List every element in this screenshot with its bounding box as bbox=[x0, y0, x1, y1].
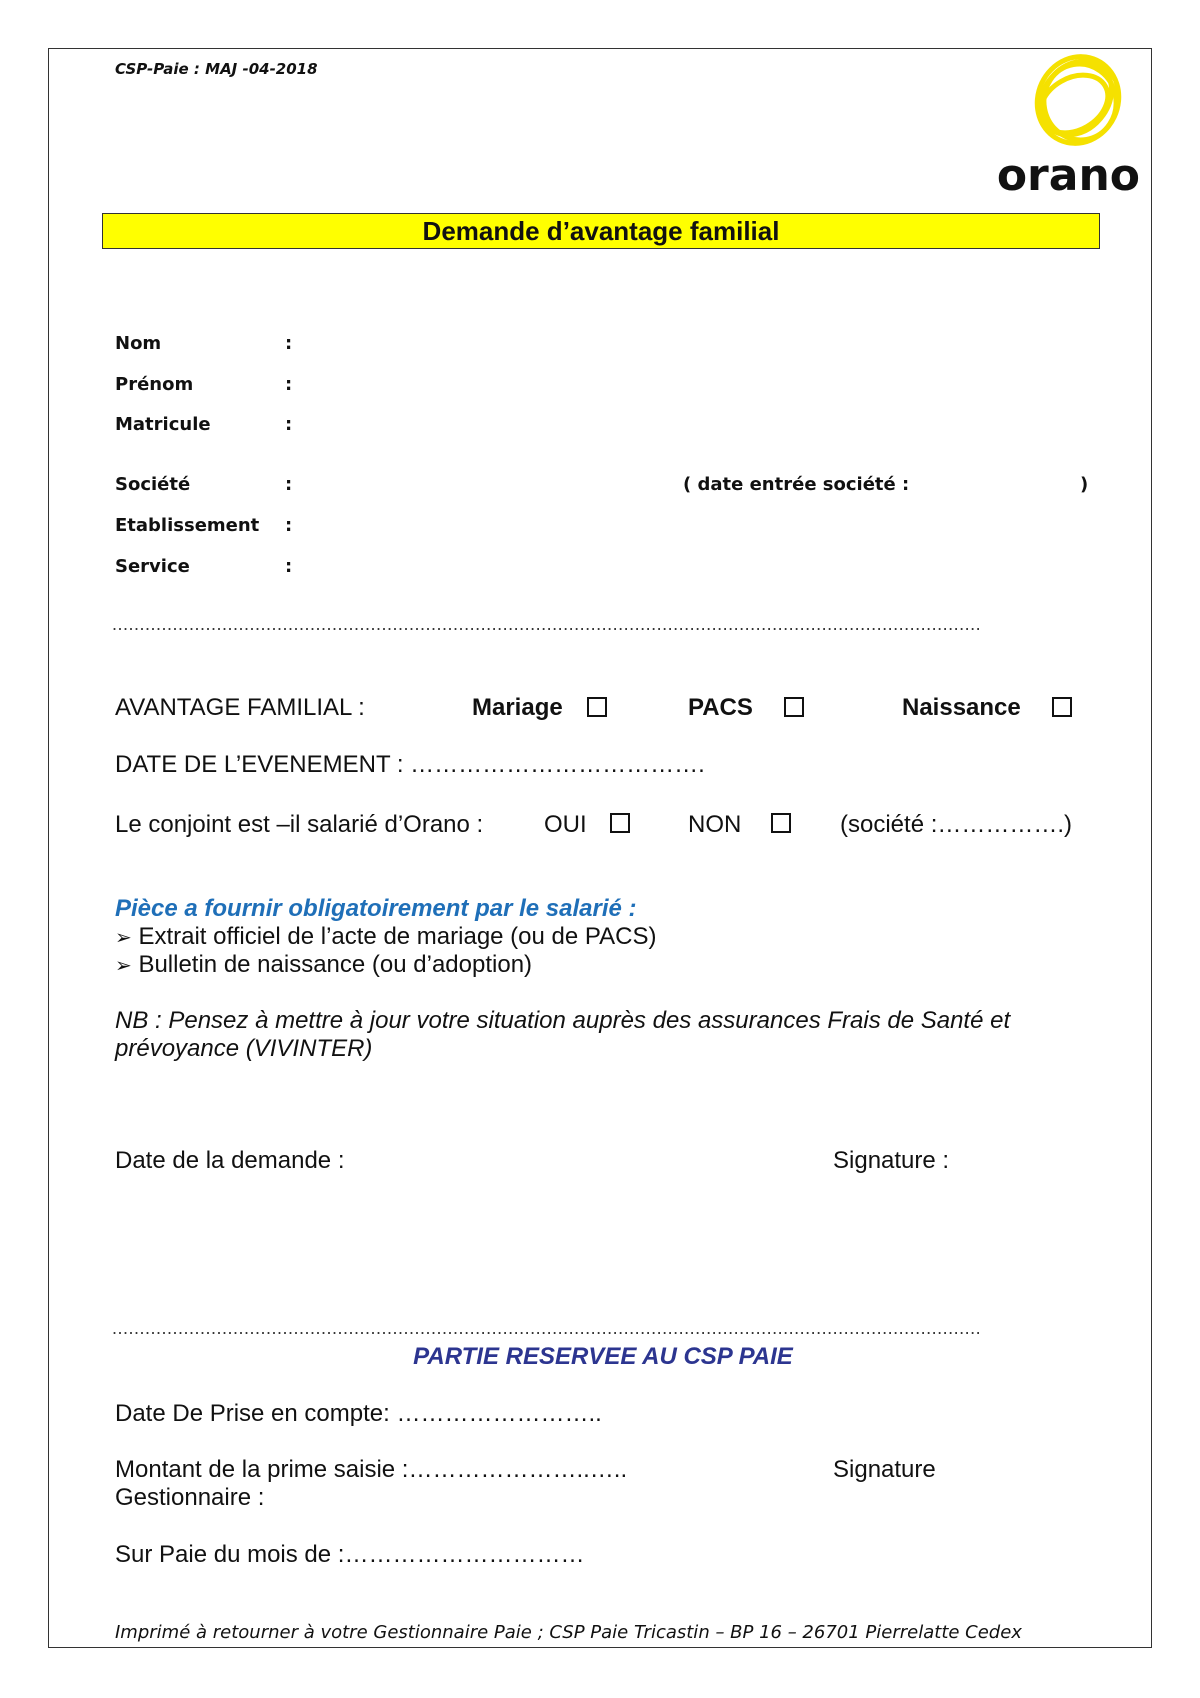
form-reference: CSP-Paie : MAJ -04-2018 bbox=[115, 60, 318, 78]
option-pacs-label: PACS bbox=[688, 694, 753, 721]
pacs-checkbox[interactable] bbox=[784, 697, 804, 717]
nb-line-1: NB : Pensez à mettre à jour votre situation auprès des assurances Frais de Santé et bbox=[115, 1007, 1011, 1034]
societe-label: Société bbox=[115, 474, 191, 495]
pieces-heading: Pièce a fournir obligatoirement par le salarié : bbox=[115, 895, 637, 922]
separator-line: .............................................................................................................................................................. bbox=[112, 614, 982, 634]
date-entree-label: ( date entrée société bbox=[683, 474, 896, 495]
spouse-question: Le conjoint est –il salarié d’Orano : bbox=[115, 811, 484, 838]
matricule-colon: : bbox=[285, 414, 293, 435]
nom-label: Nom bbox=[115, 333, 162, 354]
nb-line-2: prévoyance (VIVINTER) bbox=[115, 1035, 373, 1062]
reserved-heading: PARTIE RESERVEE AU CSP PAIE bbox=[413, 1343, 793, 1370]
etablissement-colon: : bbox=[285, 515, 293, 536]
option-mariage-label: Mariage bbox=[472, 694, 563, 721]
montant-line: Montant de la prime saisie :…………………..….. bbox=[115, 1456, 628, 1483]
pieces-item-text: Extrait officiel de l’acte de mariage (ou de PACS) bbox=[138, 923, 657, 950]
date-demande-label: Date de la demande : bbox=[115, 1147, 345, 1174]
oui-checkbox[interactable] bbox=[610, 813, 630, 833]
naissance-checkbox[interactable] bbox=[1052, 697, 1072, 717]
option-naissance-label: Naissance bbox=[902, 694, 1021, 721]
bullet-arrow-icon: ➢ bbox=[115, 953, 132, 977]
avantage-label: AVANTAGE FAMILIAL : bbox=[115, 694, 365, 721]
signature-label: Signature : bbox=[833, 1147, 950, 1174]
event-date-line: DATE DE L’EVENEMENT : ………………………………. bbox=[115, 751, 705, 778]
nom-colon: : bbox=[285, 333, 293, 354]
orano-logo bbox=[990, 50, 1148, 200]
etablissement-label: Etablissement bbox=[115, 515, 260, 536]
pieces-item-text: Bulletin de naissance (ou d’adoption) bbox=[138, 951, 533, 978]
non-checkbox[interactable] bbox=[771, 813, 791, 833]
orano-logo-text: orano bbox=[996, 150, 1140, 200]
signature-gestionnaire-label: Signature bbox=[833, 1456, 936, 1483]
prenom-colon: : bbox=[285, 374, 293, 395]
gestionnaire-label: Gestionnaire : bbox=[115, 1484, 265, 1511]
sur-paie-line: Sur Paie du mois de :………………………… bbox=[115, 1541, 585, 1568]
date-entree-colon: : bbox=[902, 474, 910, 495]
separator-line: .............................................................................................................................................................. bbox=[112, 1318, 982, 1338]
bullet-arrow-icon: ➢ bbox=[115, 925, 132, 949]
pieces-item bbox=[115, 951, 532, 979]
date-entree-close: ) bbox=[1080, 474, 1089, 495]
service-colon: : bbox=[285, 556, 293, 577]
matricule-label: Matricule bbox=[115, 414, 211, 435]
service-label: Service bbox=[115, 556, 190, 577]
non-label: NON bbox=[688, 811, 742, 838]
pieces-item bbox=[115, 923, 656, 951]
form-title: Demande d’avantage familial bbox=[102, 213, 1100, 249]
prenom-label: Prénom bbox=[115, 374, 194, 395]
mariage-checkbox[interactable] bbox=[587, 697, 607, 717]
oui-label: OUI bbox=[544, 811, 587, 838]
spouse-societe: (société :…………….) bbox=[840, 811, 1073, 838]
date-prise-line: Date De Prise en compte: …………………….. bbox=[115, 1400, 602, 1427]
societe-colon: : bbox=[285, 474, 293, 495]
footer-address: Imprimé à retourner à votre Gestionnaire Paie ; CSP Paie Tricastin – BP 16 – 26701 Pierrelatte Cedex bbox=[115, 1622, 1022, 1643]
